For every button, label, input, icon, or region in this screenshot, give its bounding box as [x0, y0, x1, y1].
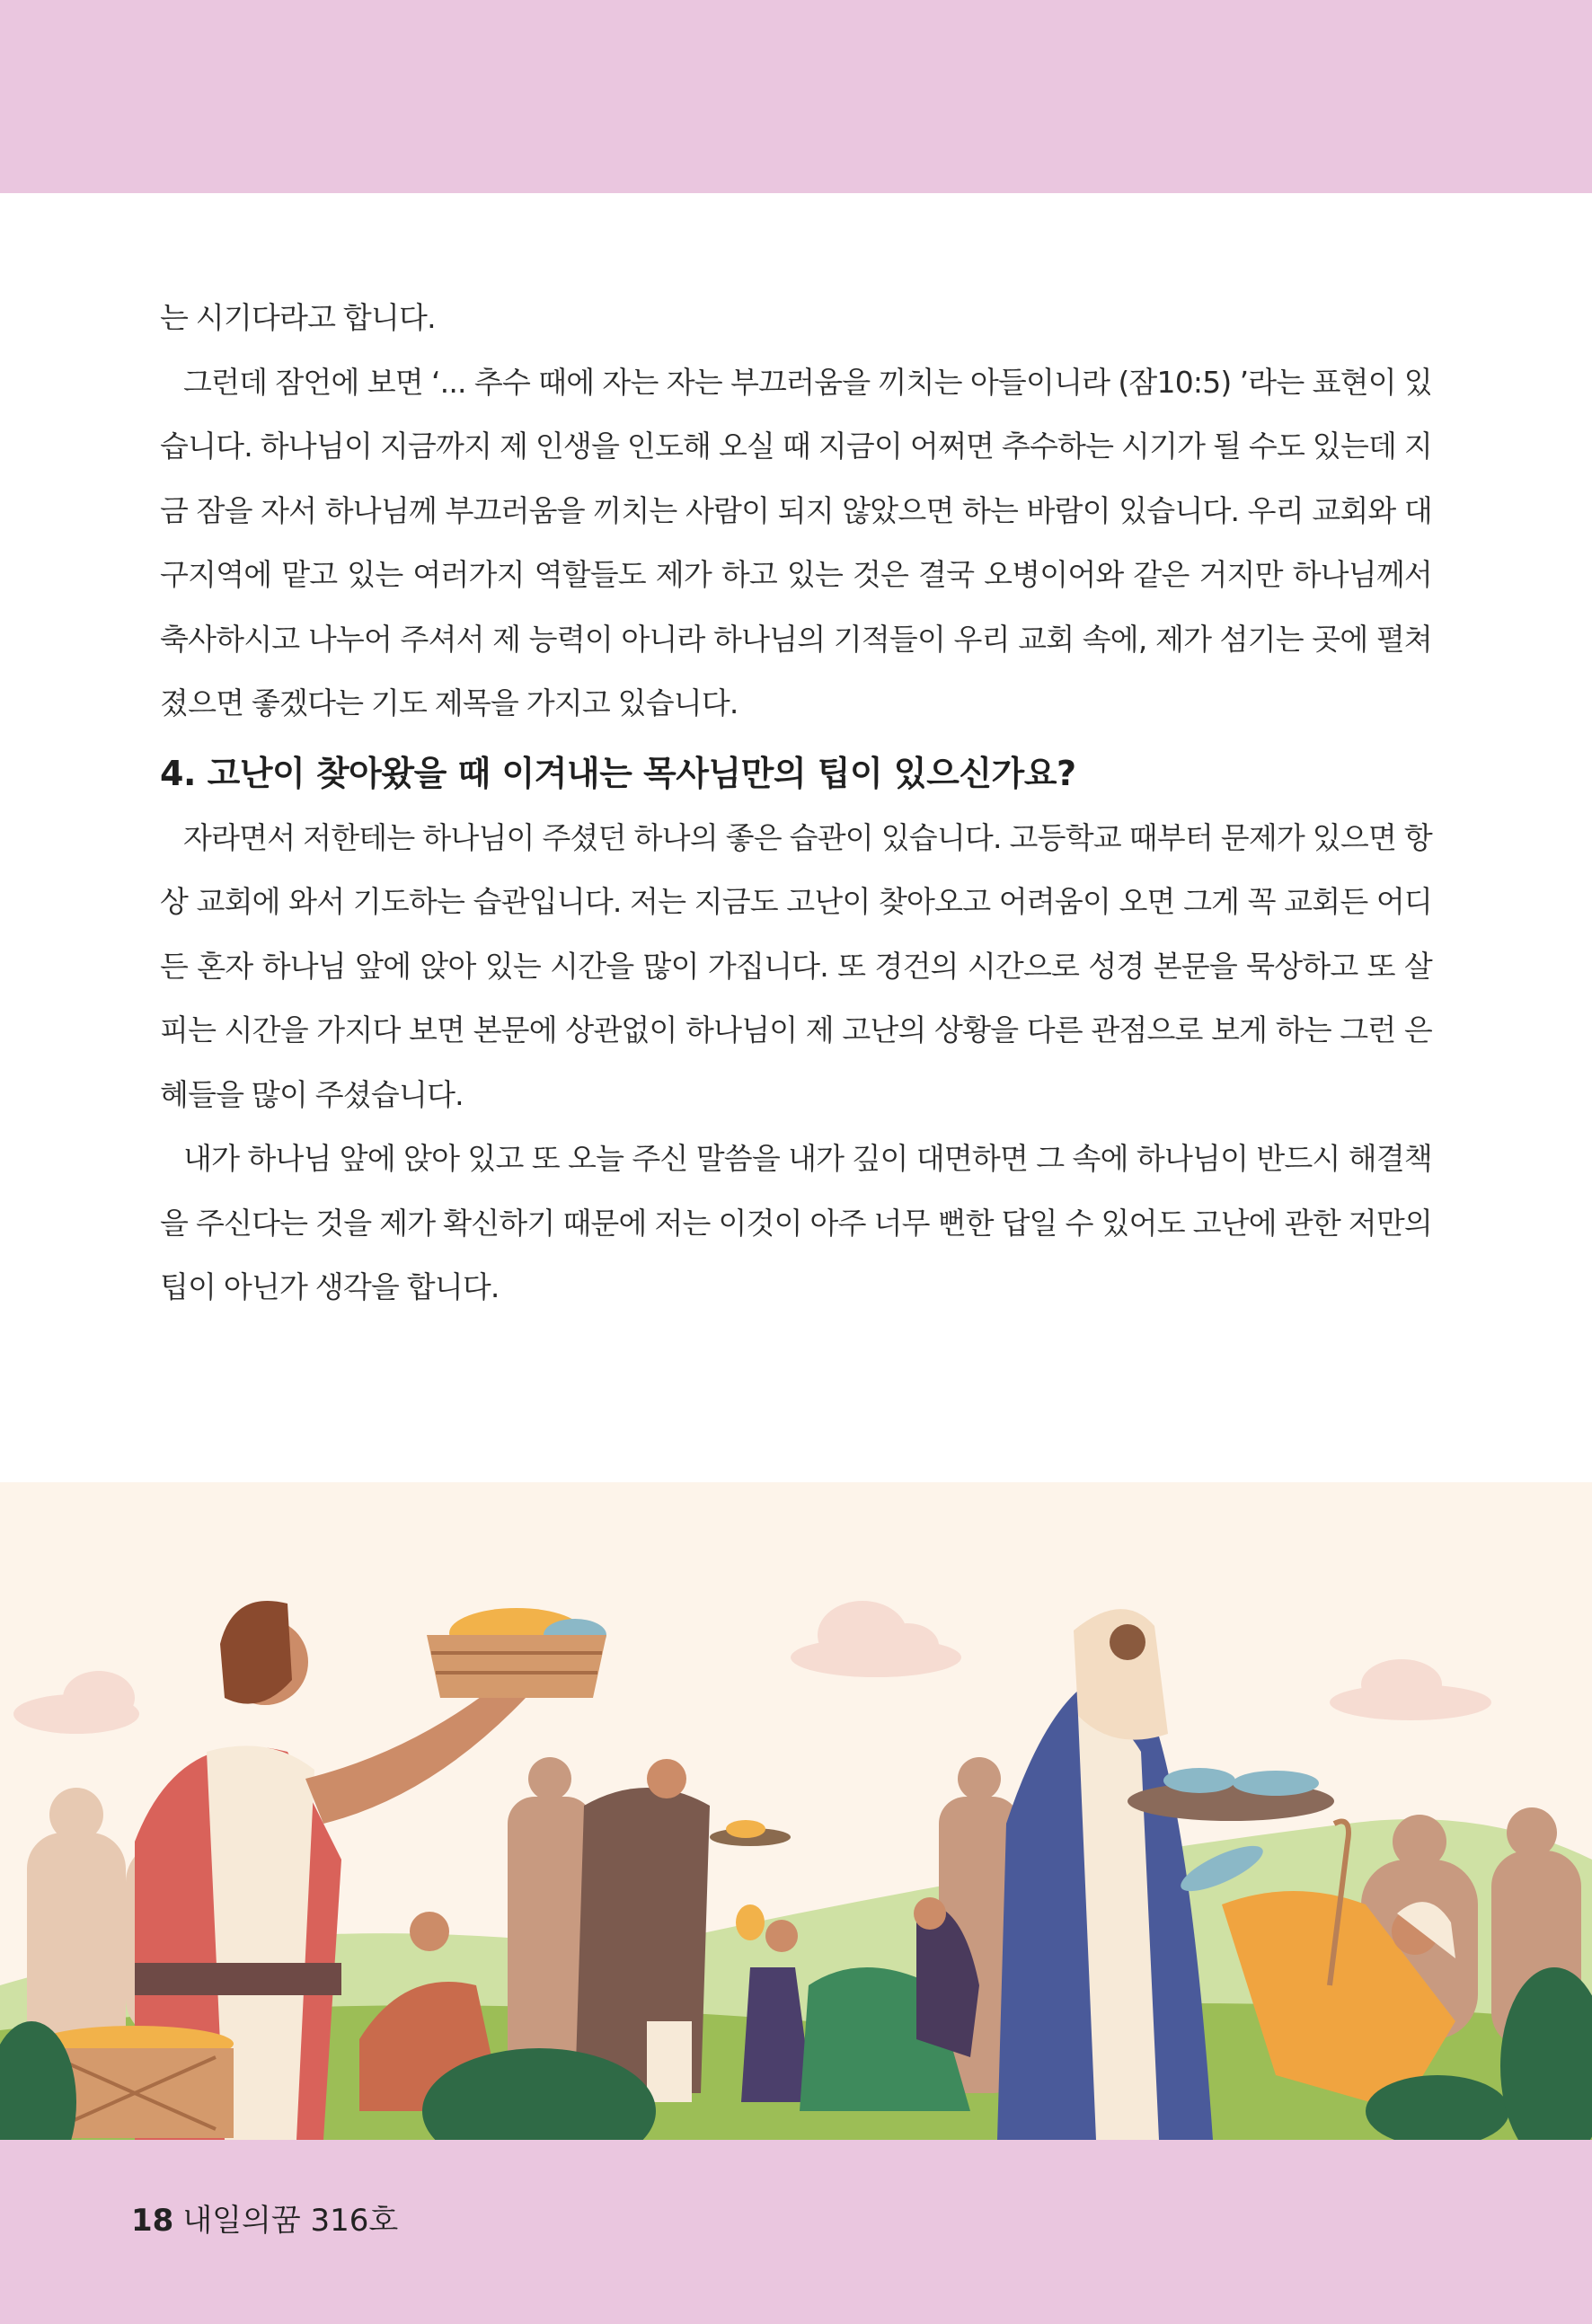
article-body — [160, 286, 1432, 1320]
paragraph-habit: 자라면서 저한테는 하나님이 주셨던 하나의 좋은 습관이 있습니다. 고등학교 때부터 문제가 있으면 항상 교회에 와서 기도하는 습관입니다. 저는 지금도 고난이 찾아오고 어려움이 오면 그게 꼭 교회든 어디든 혼자 하나님 앞에 앉아 있는 시간을 많이 가집니다. 또 경건의 시간으로 성경 본문을 묵상하고 또 살피는 시간을 가지다 보면 본문에 상관없이 하나님이 제 고난의 상황을 다른 관점으로 보게 하는 그런 은혜들을 많이 주셨습니다. — [160, 819, 1432, 1112]
paragraph-continuation: 는 시기다라고 합니다. — [160, 300, 436, 335]
page-footer — [131, 2196, 398, 2240]
top-color-band — [0, 0, 1592, 193]
magazine-issue: 내일의꿈 316호 — [182, 2203, 399, 2239]
paragraph-proverbs: 그런데 잠언에 보면 ‘... 추수 때에 자는 자는 부끄러움을 끼치는 아들이니라 (잠10:5) ’라는 표현이 있습니다. 하나님이 지금까지 제 인생을 인도해 오실 때 지금이 어쩌면 추수하는 시기가 될 수도 있는데 지금 잠을 자서 하나님께 부끄러움을 끼치는 사람이 되지 않았으면 하는 바람이 있습니다. 우리 교회와 대구지역에 맡고 있는 여러가지 역할들도 제가 하고 있는 것은 결국 오병이어와 같은 거지만 하나님께서 축사하시고 나누어 주셔서 제 능력이 아니라 하나님의 기적들이 우리 교회 속에, 제가 섬기는 곳에 펼쳐졌으면 좋겠다는 기도 제목을 가지고 있습니다. — [160, 364, 1433, 720]
feeding-crowd-illustration — [0, 1482, 1592, 2140]
question-heading: 4. 고난이 찾아왔을 때 이겨내는 목사님만의 팁이 있으신가요? — [160, 753, 1076, 793]
page-number: 18 — [131, 2203, 174, 2239]
paragraph-tip: 내가 하나님 앞에 앉아 있고 또 오늘 주신 말씀을 내가 깊이 대면하면 그 속에 하나님이 반드시 해결책을 주신다는 것을 제가 확신하기 때문에 저는 이것이 아주 너무 뻔한 답일 수 있어도 고난에 관한 저만의 팁이 아닌가 생각을 합니다. — [160, 1141, 1432, 1304]
